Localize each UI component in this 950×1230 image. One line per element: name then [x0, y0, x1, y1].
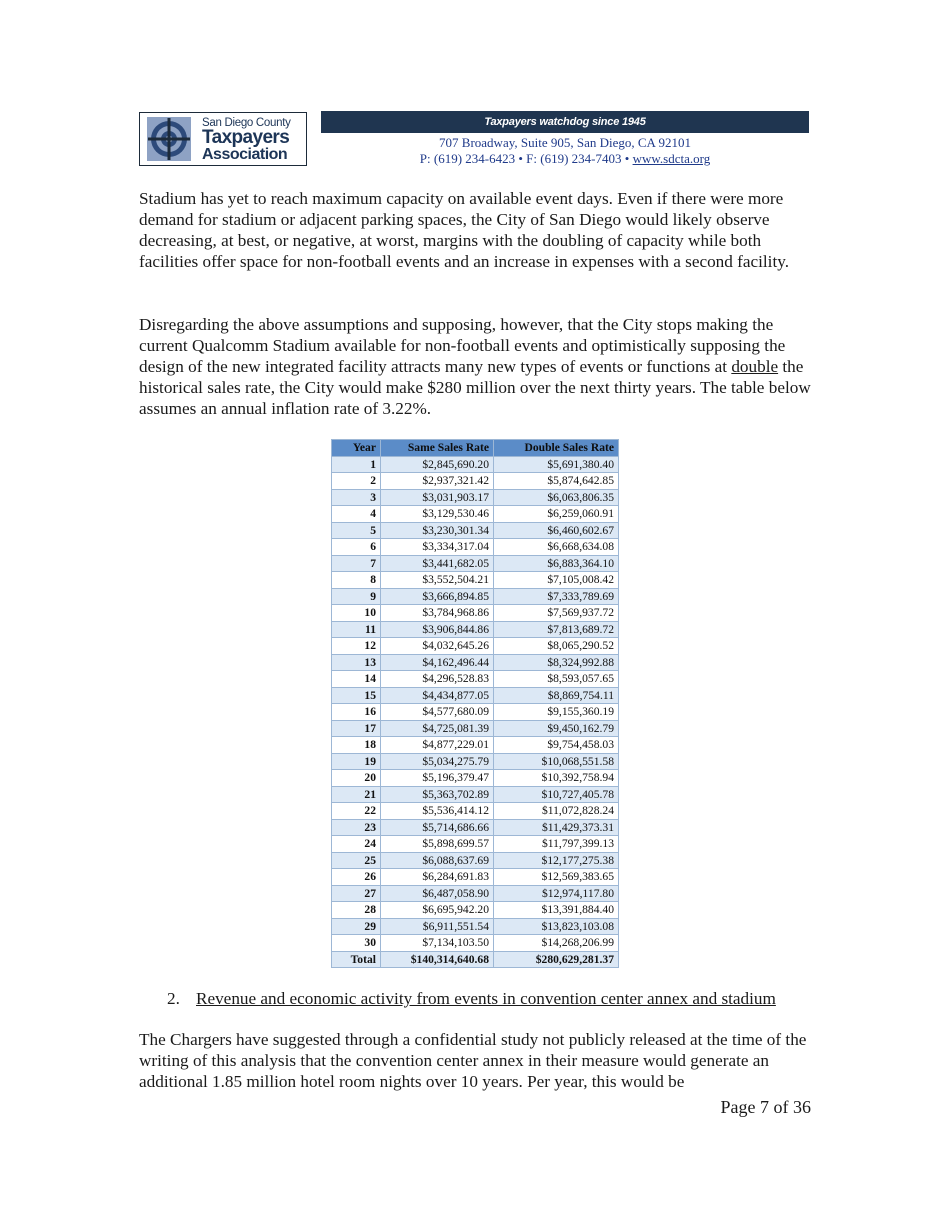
cell-same-sales: $3,441,682.05	[381, 555, 494, 572]
sales-rate-table	[331, 439, 619, 968]
table-row	[332, 704, 619, 721]
table-row	[332, 506, 619, 523]
table-row	[332, 786, 619, 803]
table-row	[332, 555, 619, 572]
table-row	[332, 572, 619, 589]
cell-same-sales: $3,129,530.46	[381, 506, 494, 523]
cell-same-sales: $6,695,942.20	[381, 902, 494, 919]
logo-text-taxpayers: Taxpayers	[202, 127, 290, 148]
phone-fax: P: (619) 234-6423 • F: (619) 234-7403 •	[419, 151, 630, 166]
total-same-sales: $140,314,640.68	[381, 951, 494, 968]
header-double-sales-rate: Double Sales Rate	[494, 440, 619, 457]
table-row	[332, 819, 619, 836]
cell-year: 28	[332, 902, 381, 919]
header-same-sales-rate: Same Sales Rate	[381, 440, 494, 457]
table-row	[332, 489, 619, 506]
section-heading-2	[167, 988, 776, 1009]
cell-double-sales: $5,874,642.85	[494, 473, 619, 490]
cell-double-sales: $11,797,399.13	[494, 836, 619, 853]
logo-text-association: Association	[202, 146, 288, 163]
table-row	[332, 737, 619, 754]
cell-same-sales: $2,937,321.42	[381, 473, 494, 490]
cell-double-sales: $7,813,689.72	[494, 621, 619, 638]
cell-year: 14	[332, 671, 381, 688]
list-number: 2.	[167, 989, 180, 1008]
table-row	[332, 852, 619, 869]
contact-line	[321, 151, 809, 167]
table-row	[332, 687, 619, 704]
cell-same-sales: $2,845,690.20	[381, 456, 494, 473]
address-line: 707 Broadway, Suite 905, San Diego, CA 92101	[439, 135, 691, 150]
table-row	[332, 803, 619, 820]
cell-year: 19	[332, 753, 381, 770]
target-seal-icon	[147, 117, 191, 161]
cell-year: 13	[332, 654, 381, 671]
cell-year: 12	[332, 638, 381, 655]
cell-double-sales: $5,691,380.40	[494, 456, 619, 473]
table-row	[332, 902, 619, 919]
cell-same-sales: $4,162,496.44	[381, 654, 494, 671]
cell-double-sales: $6,063,806.35	[494, 489, 619, 506]
website-link[interactable]: www.sdcta.org	[632, 151, 711, 166]
cell-double-sales: $12,177,275.38	[494, 852, 619, 869]
cell-double-sales: $8,593,057.65	[494, 671, 619, 688]
cell-year: 22	[332, 803, 381, 820]
logo-text-county: San Diego County	[202, 117, 291, 129]
cell-year: 17	[332, 720, 381, 737]
cell-year: 27	[332, 885, 381, 902]
paragraph-chargers-study: The Chargers have suggested through a confidential study not publicly released at the time of the writing of this analysis that the convention center annex in their measure would generate an additional 1.85 million hotel room nights over 10 years. Per year, this would be	[139, 1030, 807, 1091]
cell-year: 11	[332, 621, 381, 638]
cell-double-sales: $10,068,551.58	[494, 753, 619, 770]
cell-double-sales: $9,155,360.19	[494, 704, 619, 721]
table-row	[332, 770, 619, 787]
sdcta-logo	[139, 112, 307, 166]
paragraph-stadium-capacity: Stadium has yet to reach maximum capacity on available event days. Even if there were more demand for stadium or adjacent parking spaces, the City of San Diego would likely observe decreasing, at best, or negative, at worst, margins with the doubling of capacity while both facilities offer space for non-football events and an increase in expenses with a second facility.	[139, 189, 790, 271]
cell-double-sales: $9,450,162.79	[494, 720, 619, 737]
page-number: Page 7 of 36	[720, 1097, 811, 1117]
cell-same-sales: $4,877,229.01	[381, 737, 494, 754]
cell-same-sales: $6,911,551.54	[381, 918, 494, 935]
cell-same-sales: $3,666,894.85	[381, 588, 494, 605]
table-row	[332, 638, 619, 655]
cell-double-sales: $12,569,383.65	[494, 869, 619, 886]
cell-double-sales: $12,974,117.80	[494, 885, 619, 902]
cell-same-sales: $5,898,699.57	[381, 836, 494, 853]
cell-double-sales: $11,072,828.24	[494, 803, 619, 820]
cell-same-sales: $5,363,702.89	[381, 786, 494, 803]
cell-double-sales: $6,259,060.91	[494, 506, 619, 523]
cell-same-sales: $6,284,691.83	[381, 869, 494, 886]
cell-double-sales: $7,333,789.69	[494, 588, 619, 605]
cell-year: 5	[332, 522, 381, 539]
table-row	[332, 539, 619, 556]
cell-double-sales: $8,065,290.52	[494, 638, 619, 655]
cell-year: 29	[332, 918, 381, 935]
table-row	[332, 753, 619, 770]
cell-same-sales: $6,487,058.90	[381, 885, 494, 902]
cell-year: 7	[332, 555, 381, 572]
cell-year: 21	[332, 786, 381, 803]
table-row	[332, 918, 619, 935]
cell-same-sales: $4,434,877.05	[381, 687, 494, 704]
cell-same-sales: $5,196,379.47	[381, 770, 494, 787]
cell-year: 24	[332, 836, 381, 853]
list-heading-text: Revenue and economic activity from events in convention center annex and stadium	[196, 989, 776, 1008]
table-row	[332, 836, 619, 853]
header-year: Year	[332, 440, 381, 457]
table-row	[332, 720, 619, 737]
total-label: Total	[332, 951, 381, 968]
table-total-row	[332, 951, 619, 968]
table-row	[332, 588, 619, 605]
cell-double-sales: $13,391,884.40	[494, 902, 619, 919]
cell-double-sales: $13,823,103.08	[494, 918, 619, 935]
emphasis-double: double	[731, 357, 779, 376]
cell-same-sales: $5,536,414.12	[381, 803, 494, 820]
cell-year: 1	[332, 456, 381, 473]
cell-year: 30	[332, 935, 381, 952]
table-row	[332, 654, 619, 671]
cell-year: 15	[332, 687, 381, 704]
cell-double-sales: $9,754,458.03	[494, 737, 619, 754]
cell-same-sales: $7,134,103.50	[381, 935, 494, 952]
cell-double-sales: $7,105,008.42	[494, 572, 619, 589]
paragraph-text: the historical sales rate, the City would make $280 million over the next thirty years. The table below assumes an annual inflation rate of 3.22%.	[139, 357, 811, 418]
paragraph-double-sales	[139, 314, 819, 419]
cell-same-sales: $3,031,903.17	[381, 489, 494, 506]
cell-double-sales: $8,324,992.88	[494, 654, 619, 671]
cell-same-sales: $4,577,680.09	[381, 704, 494, 721]
cell-same-sales: $3,230,301.34	[381, 522, 494, 539]
cell-double-sales: $11,429,373.31	[494, 819, 619, 836]
table-row	[332, 869, 619, 886]
cell-same-sales: $3,784,968.86	[381, 605, 494, 622]
table-row	[332, 885, 619, 902]
cell-same-sales: $5,714,686.66	[381, 819, 494, 836]
cell-year: 9	[332, 588, 381, 605]
table-row	[332, 935, 619, 952]
letterhead	[139, 111, 809, 168]
cell-double-sales: $10,727,405.78	[494, 786, 619, 803]
cell-same-sales: $4,725,081.39	[381, 720, 494, 737]
cell-year: 16	[332, 704, 381, 721]
table-header-row	[332, 440, 619, 457]
total-double-sales: $280,629,281.37	[494, 951, 619, 968]
table-row	[332, 621, 619, 638]
cell-double-sales: $14,268,206.99	[494, 935, 619, 952]
tagline-band: Taxpayers watchdog since 1945	[321, 111, 809, 133]
cell-double-sales: $6,883,364.10	[494, 555, 619, 572]
cell-year: 3	[332, 489, 381, 506]
cell-year: 8	[332, 572, 381, 589]
cell-double-sales: $6,460,602.67	[494, 522, 619, 539]
cell-double-sales: $7,569,937.72	[494, 605, 619, 622]
cell-year: 25	[332, 852, 381, 869]
cell-year: 23	[332, 819, 381, 836]
contact-block	[321, 135, 809, 167]
cell-same-sales: $4,296,528.83	[381, 671, 494, 688]
table-row	[332, 456, 619, 473]
table-row	[332, 522, 619, 539]
cell-same-sales: $3,552,504.21	[381, 572, 494, 589]
cell-same-sales: $3,906,844.86	[381, 621, 494, 638]
cell-double-sales: $10,392,758.94	[494, 770, 619, 787]
table-row	[332, 605, 619, 622]
cell-double-sales: $8,869,754.11	[494, 687, 619, 704]
cell-double-sales: $6,668,634.08	[494, 539, 619, 556]
cell-same-sales: $5,034,275.79	[381, 753, 494, 770]
cell-same-sales: $6,088,637.69	[381, 852, 494, 869]
cell-year: 10	[332, 605, 381, 622]
cell-year: 2	[332, 473, 381, 490]
cell-year: 6	[332, 539, 381, 556]
table-row	[332, 671, 619, 688]
cell-year: 18	[332, 737, 381, 754]
cell-year: 4	[332, 506, 381, 523]
paragraph-text: Disregarding the above assumptions and supposing, however, that the City stops making the current Qualcomm Stadium available for non-football events and optimistically supposing the design of the new integrated facility attracts many new types of events or functions at	[139, 315, 786, 376]
table-row	[332, 473, 619, 490]
cell-same-sales: $3,334,317.04	[381, 539, 494, 556]
cell-same-sales: $4,032,645.26	[381, 638, 494, 655]
cell-year: 26	[332, 869, 381, 886]
cell-year: 20	[332, 770, 381, 787]
